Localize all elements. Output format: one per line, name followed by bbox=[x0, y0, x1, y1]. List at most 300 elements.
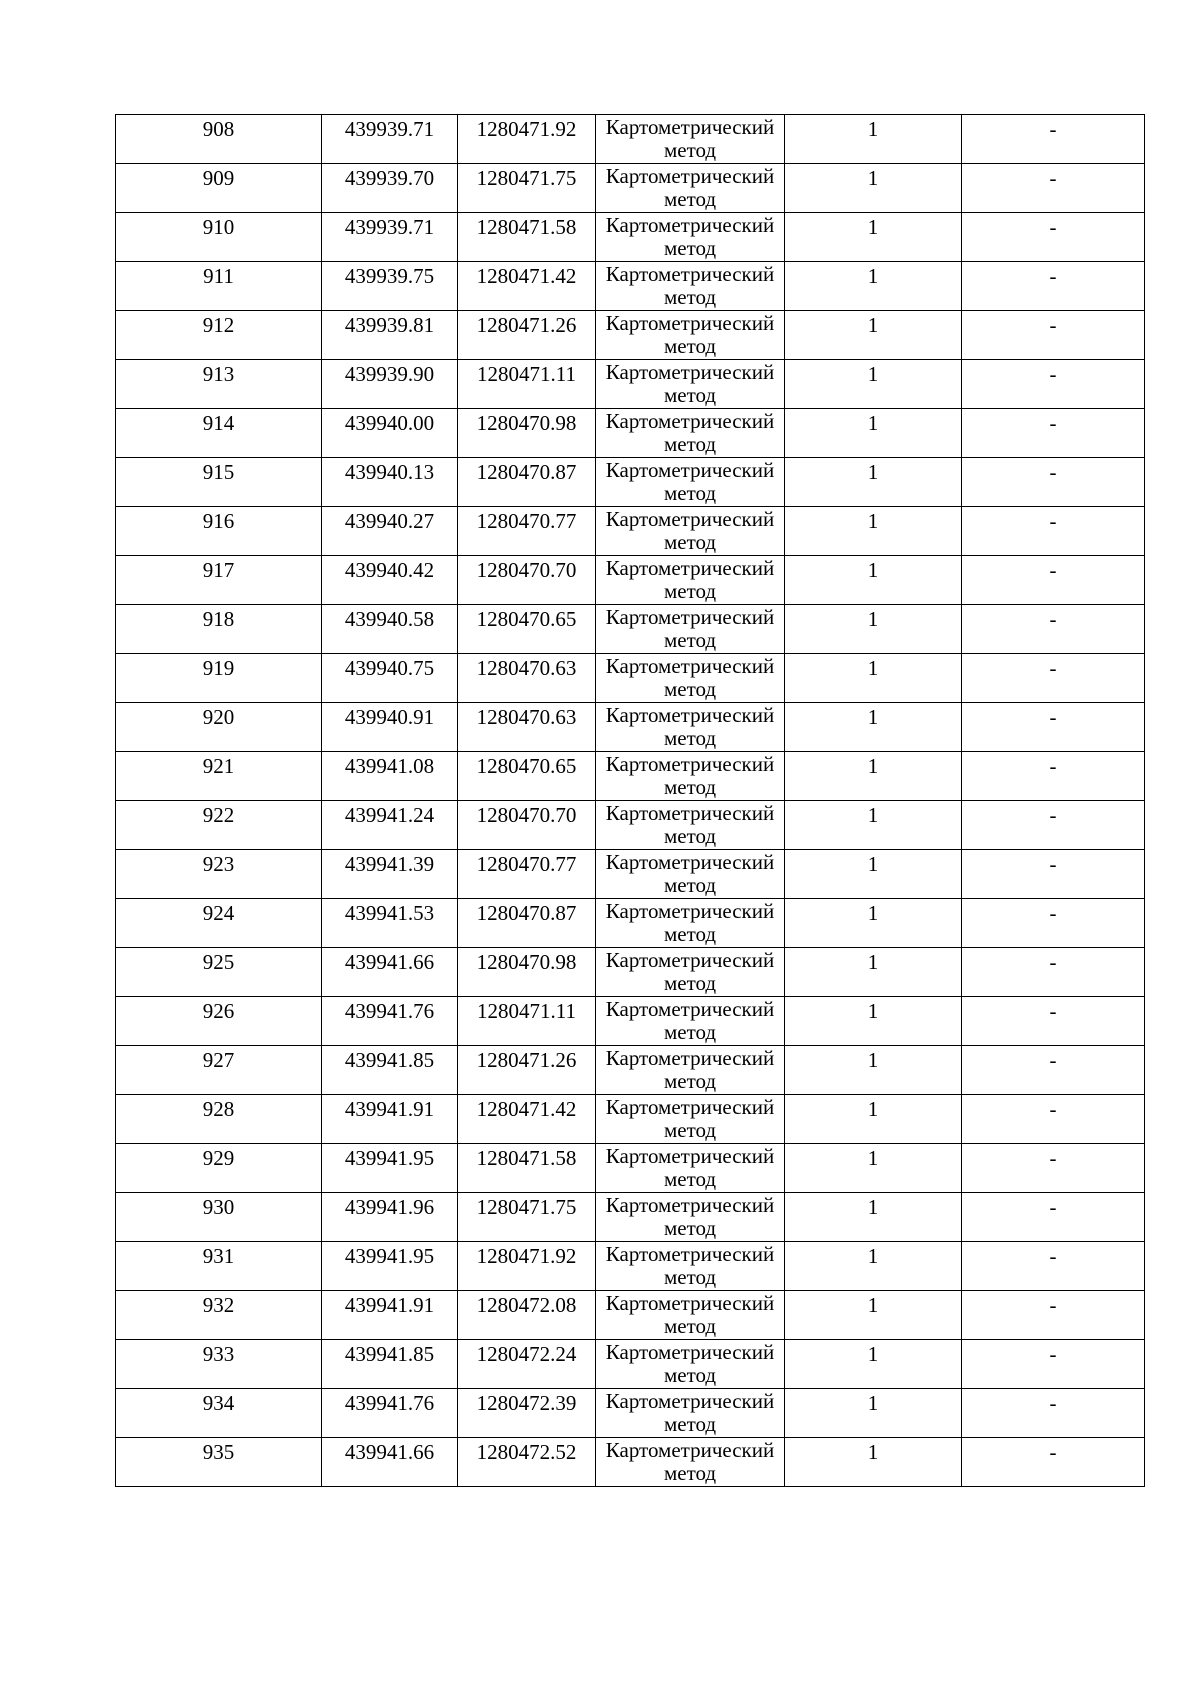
method-cell bbox=[596, 409, 785, 458]
method-cell-text: Картометрический метод bbox=[605, 1095, 775, 1142]
accuracy-cell bbox=[785, 556, 962, 605]
note-cell bbox=[962, 556, 1145, 605]
y-coordinate-cell-text: 1280470.65 bbox=[476, 607, 577, 631]
method-cell bbox=[596, 752, 785, 801]
note-cell-text: - bbox=[1049, 999, 1057, 1023]
accuracy-cell-text: 1 bbox=[867, 1293, 879, 1317]
point-number-cell-text: 908 bbox=[202, 117, 235, 141]
x-coordinate-cell bbox=[322, 1046, 458, 1095]
method-cell bbox=[596, 654, 785, 703]
method-cell-text: Картометрический метод bbox=[605, 1438, 775, 1485]
accuracy-cell-text: 1 bbox=[867, 705, 879, 729]
point-number-cell-text: 932 bbox=[202, 1293, 235, 1317]
note-cell-text: - bbox=[1049, 1342, 1057, 1366]
point-number-cell bbox=[116, 1144, 322, 1193]
note-cell bbox=[962, 311, 1145, 360]
note-cell bbox=[962, 752, 1145, 801]
y-coordinate-cell bbox=[458, 1340, 596, 1389]
method-cell-text: Картометрический метод bbox=[605, 409, 775, 456]
method-cell bbox=[596, 1046, 785, 1095]
point-number-cell bbox=[116, 899, 322, 948]
point-number-cell-text: 930 bbox=[202, 1195, 235, 1219]
coordinates-table bbox=[115, 114, 1145, 1487]
method-cell-text: Картометрический метод bbox=[605, 850, 775, 897]
point-number-cell-text: 924 bbox=[202, 901, 235, 925]
method-cell bbox=[596, 507, 785, 556]
note-cell bbox=[962, 164, 1145, 213]
note-cell-text: - bbox=[1049, 558, 1057, 582]
point-number-cell-text: 921 bbox=[202, 754, 235, 778]
x-coordinate-cell bbox=[322, 899, 458, 948]
y-coordinate-cell bbox=[458, 1193, 596, 1242]
accuracy-cell-text: 1 bbox=[867, 558, 879, 582]
note-cell-text: - bbox=[1049, 362, 1057, 386]
x-coordinate-cell bbox=[322, 1340, 458, 1389]
y-coordinate-cell-text: 1280472.52 bbox=[476, 1440, 577, 1464]
table-row bbox=[116, 1242, 1145, 1291]
method-cell-text: Картометрический метод bbox=[605, 1340, 775, 1387]
y-coordinate-cell-text: 1280470.77 bbox=[476, 509, 577, 533]
method-cell bbox=[596, 605, 785, 654]
y-coordinate-cell-text: 1280471.11 bbox=[477, 362, 576, 386]
method-cell-text: Картометрический метод bbox=[605, 752, 775, 799]
point-number-cell bbox=[116, 1291, 322, 1340]
point-number-cell-text: 909 bbox=[202, 166, 235, 190]
accuracy-cell-text: 1 bbox=[867, 1097, 879, 1121]
accuracy-cell-text: 1 bbox=[867, 1440, 879, 1464]
table-row bbox=[116, 1144, 1145, 1193]
accuracy-cell-text: 1 bbox=[867, 999, 879, 1023]
note-cell-text: - bbox=[1049, 1097, 1057, 1121]
point-number-cell-text: 916 bbox=[202, 509, 235, 533]
method-cell-text: Картометрический метод bbox=[605, 948, 775, 995]
x-coordinate-cell bbox=[322, 1144, 458, 1193]
point-number-cell bbox=[116, 1438, 322, 1487]
point-number-cell-text: 931 bbox=[202, 1244, 235, 1268]
accuracy-cell-text: 1 bbox=[867, 117, 879, 141]
note-cell bbox=[962, 703, 1145, 752]
method-cell-text: Картометрический метод bbox=[605, 556, 775, 603]
method-cell-text: Картометрический метод bbox=[605, 1046, 775, 1093]
x-coordinate-cell-text: 439941.76 bbox=[344, 1391, 435, 1415]
method-cell-text: Картометрический метод bbox=[605, 507, 775, 554]
x-coordinate-cell bbox=[322, 1438, 458, 1487]
y-coordinate-cell-text: 1280471.42 bbox=[476, 1097, 577, 1121]
note-cell bbox=[962, 1242, 1145, 1291]
accuracy-cell bbox=[785, 1144, 962, 1193]
y-coordinate-cell bbox=[458, 605, 596, 654]
accuracy-cell-text: 1 bbox=[867, 215, 879, 239]
note-cell bbox=[962, 1193, 1145, 1242]
method-cell bbox=[596, 311, 785, 360]
method-cell-text: Картометрический метод bbox=[605, 311, 775, 358]
y-coordinate-cell bbox=[458, 850, 596, 899]
point-number-cell bbox=[116, 1095, 322, 1144]
x-coordinate-cell bbox=[322, 1095, 458, 1144]
note-cell-text: - bbox=[1049, 509, 1057, 533]
table-row bbox=[116, 360, 1145, 409]
accuracy-cell bbox=[785, 458, 962, 507]
y-coordinate-cell bbox=[458, 507, 596, 556]
method-cell bbox=[596, 164, 785, 213]
point-number-cell bbox=[116, 605, 322, 654]
method-cell-text: Картометрический метод bbox=[605, 1389, 775, 1436]
table-row bbox=[116, 703, 1145, 752]
x-coordinate-cell bbox=[322, 115, 458, 164]
x-coordinate-cell bbox=[322, 556, 458, 605]
y-coordinate-cell-text: 1280470.70 bbox=[476, 558, 577, 582]
note-cell-text: - bbox=[1049, 1195, 1057, 1219]
x-coordinate-cell-text: 439940.91 bbox=[344, 705, 435, 729]
accuracy-cell bbox=[785, 115, 962, 164]
note-cell-text: - bbox=[1049, 411, 1057, 435]
y-coordinate-cell bbox=[458, 164, 596, 213]
accuracy-cell bbox=[785, 605, 962, 654]
x-coordinate-cell-text: 439939.81 bbox=[344, 313, 435, 337]
method-cell-text: Картометрический метод bbox=[605, 1193, 775, 1240]
accuracy-cell bbox=[785, 997, 962, 1046]
method-cell bbox=[596, 360, 785, 409]
method-cell bbox=[596, 1193, 785, 1242]
note-cell bbox=[962, 458, 1145, 507]
method-cell bbox=[596, 997, 785, 1046]
x-coordinate-cell bbox=[322, 752, 458, 801]
y-coordinate-cell-text: 1280470.65 bbox=[476, 754, 577, 778]
method-cell bbox=[596, 801, 785, 850]
table-row bbox=[116, 1438, 1145, 1487]
x-coordinate-cell bbox=[322, 213, 458, 262]
x-coordinate-cell-text: 439941.85 bbox=[344, 1342, 435, 1366]
x-coordinate-cell-text: 439940.75 bbox=[344, 656, 435, 680]
accuracy-cell-text: 1 bbox=[867, 1391, 879, 1415]
table-row bbox=[116, 164, 1145, 213]
accuracy-cell bbox=[785, 507, 962, 556]
accuracy-cell bbox=[785, 262, 962, 311]
method-cell-text: Картометрический метод bbox=[605, 899, 775, 946]
accuracy-cell-text: 1 bbox=[867, 1146, 879, 1170]
point-number-cell-text: 922 bbox=[202, 803, 235, 827]
accuracy-cell bbox=[785, 948, 962, 997]
y-coordinate-cell bbox=[458, 1242, 596, 1291]
point-number-cell-text: 914 bbox=[202, 411, 235, 435]
note-cell-text: - bbox=[1049, 117, 1057, 141]
note-cell bbox=[962, 1438, 1145, 1487]
note-cell bbox=[962, 801, 1145, 850]
accuracy-cell bbox=[785, 899, 962, 948]
coordinates-table-body bbox=[116, 115, 1145, 1487]
y-coordinate-cell bbox=[458, 409, 596, 458]
accuracy-cell bbox=[785, 703, 962, 752]
x-coordinate-cell-text: 439941.91 bbox=[344, 1293, 435, 1317]
point-number-cell bbox=[116, 262, 322, 311]
method-cell-text: Картометрический метод bbox=[605, 801, 775, 848]
x-coordinate-cell bbox=[322, 360, 458, 409]
note-cell bbox=[962, 605, 1145, 654]
note-cell bbox=[962, 262, 1145, 311]
point-number-cell-text: 913 bbox=[202, 362, 235, 386]
accuracy-cell-text: 1 bbox=[867, 656, 879, 680]
point-number-cell bbox=[116, 752, 322, 801]
x-coordinate-cell-text: 439939.90 bbox=[344, 362, 435, 386]
accuracy-cell bbox=[785, 1095, 962, 1144]
x-coordinate-cell bbox=[322, 1242, 458, 1291]
y-coordinate-cell-text: 1280471.75 bbox=[476, 1195, 577, 1219]
point-number-cell bbox=[116, 1389, 322, 1438]
accuracy-cell bbox=[785, 801, 962, 850]
y-coordinate-cell bbox=[458, 1095, 596, 1144]
method-cell-text: Картометрический метод bbox=[605, 262, 775, 309]
note-cell-text: - bbox=[1049, 1048, 1057, 1072]
point-number-cell-text: 928 bbox=[202, 1097, 235, 1121]
method-cell-text: Картометрический метод bbox=[605, 654, 775, 701]
table-row bbox=[116, 1291, 1145, 1340]
accuracy-cell bbox=[785, 752, 962, 801]
point-number-cell bbox=[116, 801, 322, 850]
accuracy-cell-text: 1 bbox=[867, 1244, 879, 1268]
accuracy-cell-text: 1 bbox=[867, 901, 879, 925]
x-coordinate-cell bbox=[322, 458, 458, 507]
y-coordinate-cell bbox=[458, 1438, 596, 1487]
table-row bbox=[116, 262, 1145, 311]
note-cell-text: - bbox=[1049, 1244, 1057, 1268]
note-cell bbox=[962, 1389, 1145, 1438]
note-cell bbox=[962, 1095, 1145, 1144]
method-cell bbox=[596, 556, 785, 605]
accuracy-cell bbox=[785, 409, 962, 458]
method-cell bbox=[596, 262, 785, 311]
accuracy-cell bbox=[785, 1438, 962, 1487]
y-coordinate-cell-text: 1280470.87 bbox=[476, 460, 577, 484]
point-number-cell-text: 935 bbox=[202, 1440, 235, 1464]
note-cell bbox=[962, 899, 1145, 948]
y-coordinate-cell-text: 1280470.63 bbox=[476, 656, 577, 680]
x-coordinate-cell bbox=[322, 409, 458, 458]
y-coordinate-cell-text: 1280470.87 bbox=[476, 901, 577, 925]
note-cell bbox=[962, 1046, 1145, 1095]
method-cell bbox=[596, 899, 785, 948]
x-coordinate-cell bbox=[322, 164, 458, 213]
x-coordinate-cell-text: 439940.13 bbox=[344, 460, 435, 484]
note-cell-text: - bbox=[1049, 754, 1057, 778]
y-coordinate-cell bbox=[458, 115, 596, 164]
point-number-cell bbox=[116, 115, 322, 164]
table-row bbox=[116, 899, 1145, 948]
point-number-cell bbox=[116, 164, 322, 213]
note-cell-text: - bbox=[1049, 607, 1057, 631]
note-cell-text: - bbox=[1049, 852, 1057, 876]
accuracy-cell-text: 1 bbox=[867, 754, 879, 778]
y-coordinate-cell bbox=[458, 1144, 596, 1193]
table-row bbox=[116, 556, 1145, 605]
y-coordinate-cell-text: 1280471.26 bbox=[476, 313, 577, 337]
x-coordinate-cell-text: 439939.70 bbox=[344, 166, 435, 190]
point-number-cell bbox=[116, 311, 322, 360]
accuracy-cell bbox=[785, 850, 962, 899]
point-number-cell bbox=[116, 948, 322, 997]
y-coordinate-cell bbox=[458, 262, 596, 311]
y-coordinate-cell bbox=[458, 311, 596, 360]
note-cell-text: - bbox=[1049, 460, 1057, 484]
accuracy-cell-text: 1 bbox=[867, 950, 879, 974]
table-row bbox=[116, 850, 1145, 899]
table-row bbox=[116, 1095, 1145, 1144]
y-coordinate-cell bbox=[458, 360, 596, 409]
y-coordinate-cell bbox=[458, 899, 596, 948]
point-number-cell bbox=[116, 507, 322, 556]
point-number-cell bbox=[116, 850, 322, 899]
method-cell bbox=[596, 948, 785, 997]
point-number-cell bbox=[116, 556, 322, 605]
method-cell bbox=[596, 850, 785, 899]
point-number-cell bbox=[116, 654, 322, 703]
point-number-cell-text: 920 bbox=[202, 705, 235, 729]
y-coordinate-cell-text: 1280471.58 bbox=[476, 215, 577, 239]
x-coordinate-cell-text: 439940.27 bbox=[344, 509, 435, 533]
note-cell-text: - bbox=[1049, 313, 1057, 337]
method-cell-text: Картометрический метод bbox=[605, 164, 775, 211]
x-coordinate-cell-text: 439939.71 bbox=[344, 215, 435, 239]
accuracy-cell-text: 1 bbox=[867, 1048, 879, 1072]
note-cell-text: - bbox=[1049, 705, 1057, 729]
table-row bbox=[116, 1046, 1145, 1095]
note-cell bbox=[962, 850, 1145, 899]
method-cell bbox=[596, 115, 785, 164]
x-coordinate-cell-text: 439940.00 bbox=[344, 411, 435, 435]
accuracy-cell-text: 1 bbox=[867, 1342, 879, 1366]
point-number-cell-text: 910 bbox=[202, 215, 235, 239]
y-coordinate-cell-text: 1280470.77 bbox=[476, 852, 577, 876]
y-coordinate-cell-text: 1280470.63 bbox=[476, 705, 577, 729]
note-cell-text: - bbox=[1049, 803, 1057, 827]
point-number-cell bbox=[116, 1193, 322, 1242]
x-coordinate-cell bbox=[322, 801, 458, 850]
y-coordinate-cell bbox=[458, 556, 596, 605]
note-cell bbox=[962, 213, 1145, 262]
table-row bbox=[116, 409, 1145, 458]
x-coordinate-cell-text: 439939.71 bbox=[344, 117, 435, 141]
accuracy-cell bbox=[785, 1340, 962, 1389]
table-row bbox=[116, 948, 1145, 997]
note-cell-text: - bbox=[1049, 1146, 1057, 1170]
accuracy-cell-text: 1 bbox=[867, 803, 879, 827]
table-row bbox=[116, 311, 1145, 360]
table-row bbox=[116, 654, 1145, 703]
note-cell bbox=[962, 997, 1145, 1046]
point-number-cell-text: 933 bbox=[202, 1342, 235, 1366]
method-cell bbox=[596, 1389, 785, 1438]
table-row bbox=[116, 997, 1145, 1046]
x-coordinate-cell bbox=[322, 507, 458, 556]
y-coordinate-cell-text: 1280472.08 bbox=[476, 1293, 577, 1317]
accuracy-cell bbox=[785, 1242, 962, 1291]
accuracy-cell-text: 1 bbox=[867, 362, 879, 386]
method-cell bbox=[596, 703, 785, 752]
note-cell-text: - bbox=[1049, 901, 1057, 925]
y-coordinate-cell-text: 1280470.70 bbox=[476, 803, 577, 827]
y-coordinate-cell bbox=[458, 1291, 596, 1340]
point-number-cell-text: 934 bbox=[202, 1391, 235, 1415]
method-cell bbox=[596, 213, 785, 262]
point-number-cell-text: 912 bbox=[202, 313, 235, 337]
x-coordinate-cell-text: 439941.66 bbox=[344, 1440, 435, 1464]
x-coordinate-cell-text: 439941.53 bbox=[344, 901, 435, 925]
x-coordinate-cell-text: 439941.95 bbox=[344, 1146, 435, 1170]
method-cell-text: Картометрический метод bbox=[605, 115, 775, 162]
y-coordinate-cell-text: 1280470.98 bbox=[476, 950, 577, 974]
method-cell bbox=[596, 1144, 785, 1193]
x-coordinate-cell-text: 439940.58 bbox=[344, 607, 435, 631]
point-number-cell-text: 915 bbox=[202, 460, 235, 484]
point-number-cell bbox=[116, 213, 322, 262]
method-cell-text: Картометрический метод bbox=[605, 360, 775, 407]
point-number-cell bbox=[116, 1046, 322, 1095]
x-coordinate-cell-text: 439940.42 bbox=[344, 558, 435, 582]
note-cell bbox=[962, 115, 1145, 164]
note-cell-text: - bbox=[1049, 950, 1057, 974]
x-coordinate-cell bbox=[322, 948, 458, 997]
note-cell bbox=[962, 1144, 1145, 1193]
x-coordinate-cell-text: 439941.91 bbox=[344, 1097, 435, 1121]
accuracy-cell-text: 1 bbox=[867, 166, 879, 190]
point-number-cell bbox=[116, 1242, 322, 1291]
point-number-cell-text: 929 bbox=[202, 1146, 235, 1170]
point-number-cell bbox=[116, 703, 322, 752]
accuracy-cell bbox=[785, 654, 962, 703]
y-coordinate-cell-text: 1280472.39 bbox=[476, 1391, 577, 1415]
table-row bbox=[116, 752, 1145, 801]
point-number-cell bbox=[116, 1340, 322, 1389]
note-cell-text: - bbox=[1049, 264, 1057, 288]
x-coordinate-cell bbox=[322, 997, 458, 1046]
method-cell-text: Картометрический метод bbox=[605, 213, 775, 260]
accuracy-cell-text: 1 bbox=[867, 313, 879, 337]
x-coordinate-cell bbox=[322, 605, 458, 654]
x-coordinate-cell-text: 439941.85 bbox=[344, 1048, 435, 1072]
accuracy-cell-text: 1 bbox=[867, 852, 879, 876]
note-cell bbox=[962, 1291, 1145, 1340]
accuracy-cell bbox=[785, 1046, 962, 1095]
x-coordinate-cell-text: 439939.75 bbox=[344, 264, 435, 288]
note-cell bbox=[962, 1340, 1145, 1389]
y-coordinate-cell-text: 1280471.58 bbox=[476, 1146, 577, 1170]
y-coordinate-cell-text: 1280471.92 bbox=[476, 117, 577, 141]
x-coordinate-cell-text: 439941.08 bbox=[344, 754, 435, 778]
point-number-cell-text: 918 bbox=[202, 607, 235, 631]
y-coordinate-cell bbox=[458, 654, 596, 703]
y-coordinate-cell bbox=[458, 801, 596, 850]
y-coordinate-cell-text: 1280471.92 bbox=[476, 1244, 577, 1268]
y-coordinate-cell bbox=[458, 1046, 596, 1095]
x-coordinate-cell-text: 439941.24 bbox=[344, 803, 435, 827]
point-number-cell-text: 917 bbox=[202, 558, 235, 582]
method-cell-text: Картометрический метод bbox=[605, 1242, 775, 1289]
point-number-cell bbox=[116, 409, 322, 458]
accuracy-cell-text: 1 bbox=[867, 1195, 879, 1219]
note-cell-text: - bbox=[1049, 166, 1057, 190]
y-coordinate-cell-text: 1280472.24 bbox=[476, 1342, 577, 1366]
accuracy-cell bbox=[785, 213, 962, 262]
accuracy-cell-text: 1 bbox=[867, 509, 879, 533]
point-number-cell-text: 911 bbox=[203, 264, 234, 288]
method-cell-text: Картометрический метод bbox=[605, 997, 775, 1044]
y-coordinate-cell bbox=[458, 213, 596, 262]
note-cell bbox=[962, 409, 1145, 458]
note-cell bbox=[962, 360, 1145, 409]
table-row bbox=[116, 605, 1145, 654]
table-row bbox=[116, 1389, 1145, 1438]
table-row bbox=[116, 507, 1145, 556]
y-coordinate-cell-text: 1280470.98 bbox=[476, 411, 577, 435]
